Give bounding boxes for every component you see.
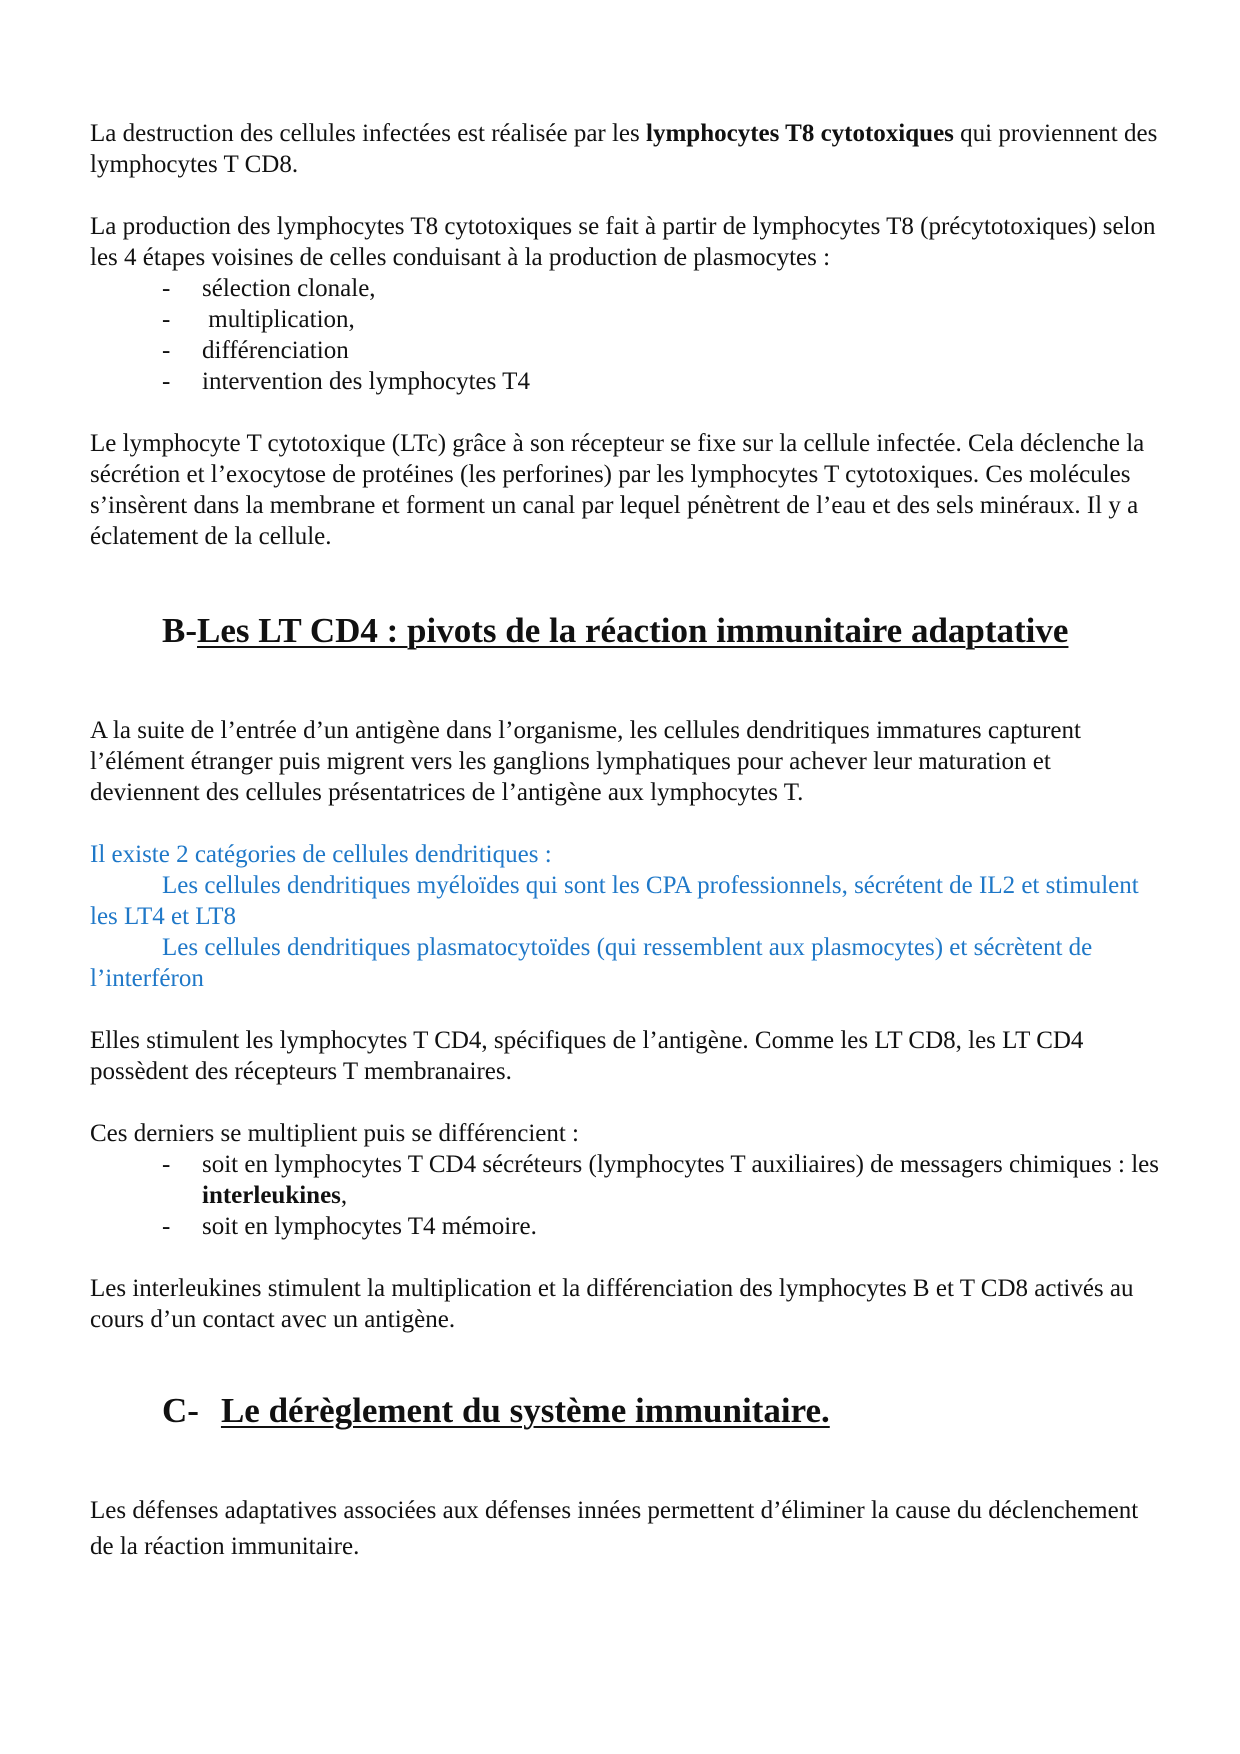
dendritic-intro: Il existe 2 catégories de cellules dendritiques : <box>90 841 552 868</box>
document-page <box>90 118 1160 1565</box>
list-item <box>162 1211 1160 1242</box>
dendritic-plasmacytoid-text: Les cellules dendritiques plasmatocytoïdes (qui ressemblent aux plasmocytes) et sécrètent de l’interféron <box>90 934 1093 992</box>
list-item-text: soit en lymphocytes T4 mémoire. <box>202 1213 537 1240</box>
list-item <box>162 335 1160 366</box>
dendritic-categories-block <box>90 839 1160 994</box>
dendritic-plasmacytoid <box>90 932 1160 994</box>
paragraph-cd4-stimulation: Elles stimulent les lymphocytes T CD4, spécifiques de l’antigène. Comme les LT CD8, les LT CD4 possèdent des récepteurs T membranaires. <box>90 1027 1084 1085</box>
section-heading-c <box>90 1389 1160 1433</box>
steps-list <box>90 273 1160 397</box>
heading-c-title: Le dérèglement du système immunitaire. <box>220 1391 830 1430</box>
paragraph-ltc-mechanism: Le lymphocyte T cytotoxique (LTc) grâce à son récepteur se fixe sur la cellule infectée. Cela déclenche la sécrétion et l’exocytose de protéines (les perforines) par les lymphocytes T cytotoxiques. Ces molécules s’insèrent dans la membrane et forment un canal par lequel pénètrent de l’eau et des sels minéraux. Il y a éclatement de la cellule. <box>90 430 1145 550</box>
list-item-text: sélection clonale, <box>202 275 376 302</box>
paragraph-differentiation-intro: Ces derniers se multiplient puis se différencient : <box>90 1120 580 1147</box>
interleukines-term: interleukines <box>202 1182 341 1209</box>
list-dash: - <box>162 275 171 302</box>
section-heading-b <box>90 609 1160 653</box>
p1-text-before: La destruction des cellules infectées est réalisée par les <box>90 120 647 147</box>
list-dash: - <box>162 306 171 333</box>
list-dash: - <box>162 368 171 395</box>
heading-b-prefix: B- <box>162 611 197 650</box>
paragraph-interleukines-effect: Les interleukines stimulent la multiplication et la différenciation des lymphocytes B et T CD8 activés au cours d’un contact avec un antigène. <box>90 1275 1134 1333</box>
list-item-text: multiplication, <box>202 306 355 333</box>
list-dash: - <box>162 337 171 364</box>
paragraph-t8-destruction <box>90 118 1160 180</box>
heading-c-prefix: C- <box>162 1391 199 1430</box>
list-item-text: soit en lymphocytes T CD4 sécréteurs (lymphocytes T auxiliaires) de messagers chimiques : les <box>202 1151 1159 1178</box>
list-item-punct: , <box>340 1182 348 1209</box>
paragraph-adaptive-defenses: Les défenses adaptatives associées aux défenses innées permettent d’éliminer la cause du déclenchement de la réaction immunitaire. <box>90 1497 1139 1560</box>
paragraph-t8-production: La production des lymphocytes T8 cytotoxiques se fait à partir de lymphocytes T8 (précytotoxiques) selon les 4 étapes voisines de celles conduisant à la production de plasmocytes : <box>90 213 1156 271</box>
heading-b-title: Les LT CD4 : pivots de la réaction immunitaire adaptative <box>197 611 1069 650</box>
list-dash: - <box>162 1213 171 1240</box>
list-item <box>162 1149 1160 1211</box>
list-dash: - <box>162 1151 171 1178</box>
list-item-text: intervention des lymphocytes T4 <box>202 368 530 395</box>
list-item <box>162 366 1160 397</box>
list-item-text: différenciation <box>202 337 349 364</box>
p1-bold-term: lymphocytes T8 cytotoxiques <box>646 120 954 147</box>
differentiation-list <box>90 1149 1160 1242</box>
paragraph-dendritic-cells: A la suite de l’entrée d’un antigène dans l’organisme, les cellules dendritiques immatures capturent l’élément étranger puis migrent vers les ganglions lymphatiques pour achever leur maturation et deviennent des cellules présentatrices de l’antigène aux lymphocytes T. <box>90 717 1081 806</box>
list-item <box>162 273 1160 304</box>
p1-text-after: qui proviennent des lymphocytes T CD8. <box>90 120 1158 178</box>
dendritic-myeloid <box>90 870 1160 932</box>
list-item <box>162 304 1160 335</box>
dendritic-myeloid-text: Les cellules dendritiques myéloïdes qui sont les CPA professionnels, sécrétent de IL2 et stimulent les LT4 et LT8 <box>90 872 1139 930</box>
